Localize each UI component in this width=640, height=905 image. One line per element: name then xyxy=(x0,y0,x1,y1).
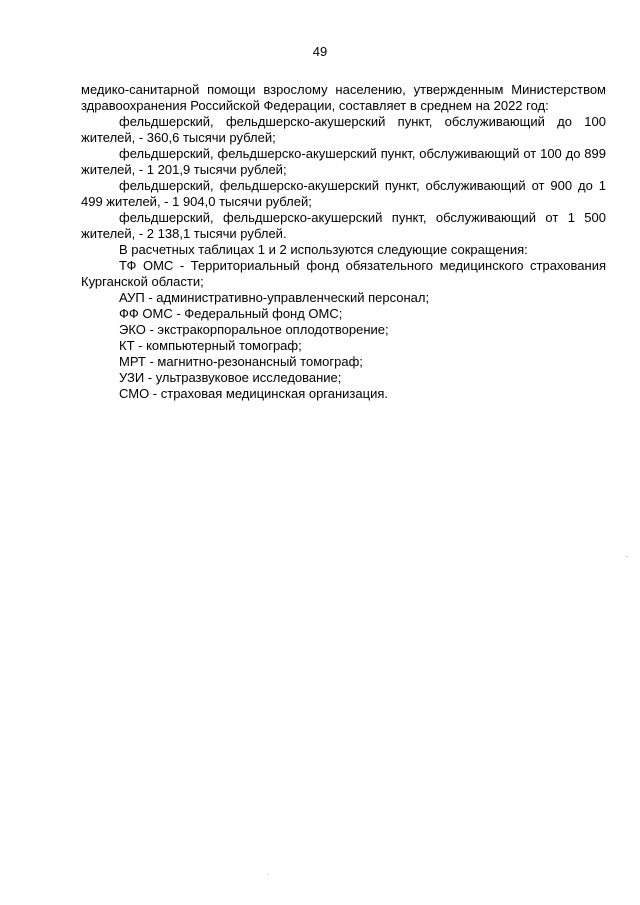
abbreviation-item: СМО - страховая медицинская организация. xyxy=(119,386,388,401)
abbreviation-item: КТ - компьютерный томограф; xyxy=(119,338,302,353)
abbreviation-item: ЭКО - экстракорпоральное оплодотворение; xyxy=(119,322,389,337)
abbreviation-item: ФФ ОМС - Федеральный фонд ОМС; xyxy=(119,306,343,321)
abbreviation-item: АУП - административно-управленческий персонал; xyxy=(119,290,430,305)
scan-speck xyxy=(268,874,269,875)
page-number: 49 xyxy=(312,44,328,59)
document-body xyxy=(81,82,606,402)
fap-item-1: фельдшерский, фельдшерско-акушерский пункт, обслуживающий до 100 жителей, - 360,6 тысячи рублей; xyxy=(81,114,606,145)
abbreviations-intro: В расчетных таблицах 1 и 2 используются следующие сокращения: xyxy=(119,242,528,257)
fap-item-3: фельдшерский, фельдшерско-акушерский пункт, обслуживающий от 900 до 1 499 жителей, - 1 904,0 тысячи рублей; xyxy=(81,178,606,209)
fap-item-2: фельдшерский, фельдшерско-акушерский пункт, обслуживающий от 100 до 899 жителей, - 1 201,9 тысячи рублей; xyxy=(81,146,606,177)
scan-speck xyxy=(626,556,628,557)
fap-item-4: фельдшерский, фельдшерско-акушерский пункт, обслуживающий от 1 500 жителей, - 2 138,1 тысячи рублей. xyxy=(81,210,606,241)
intro-paragraph: медико-санитарной помощи взрослому населению, утвержденным Министерством здравоохранения Российской Федерации, составляет в среднем на 2022 год: xyxy=(81,82,606,113)
abbreviation-tfoms: ТФ ОМС - Территориальный фонд обязательного медицинского страхования Курганской области; xyxy=(81,258,606,289)
abbreviation-item: МРТ - магнитно-резонансный томограф; xyxy=(119,354,363,369)
abbreviation-item: УЗИ - ультразвуковое исследование; xyxy=(119,370,342,385)
